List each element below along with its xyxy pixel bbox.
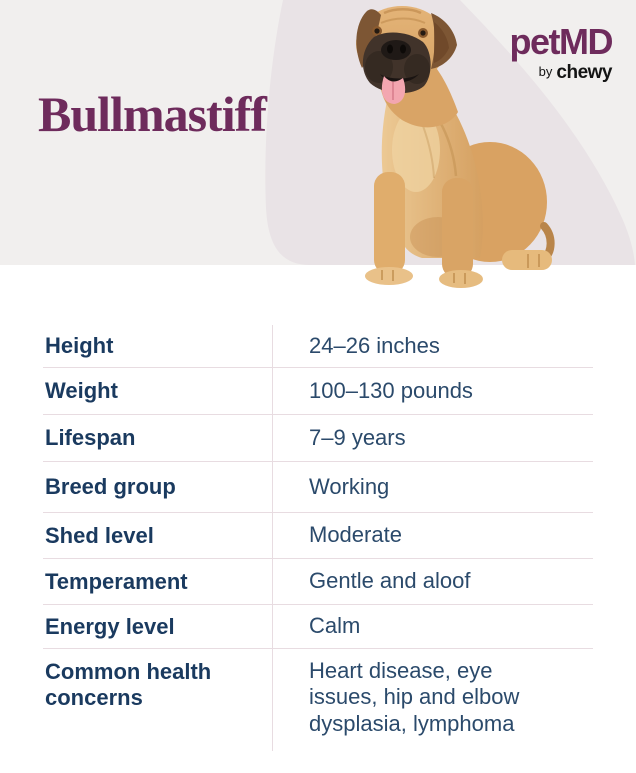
table-row-height [43, 325, 593, 368]
row-value: Moderate [272, 513, 593, 558]
row-label: Temperament [45, 568, 188, 594]
breed-attribute-table [43, 325, 593, 751]
row-value: Working [272, 462, 593, 512]
row-label: Shed level [45, 522, 154, 548]
row-value: 100–130 pounds [272, 368, 593, 414]
chewy-byline [510, 63, 613, 82]
petmd-wordmark: petMD [509, 21, 612, 62]
row-label: Common health concerns [45, 659, 212, 710]
chewy-wordmark: chewy [556, 62, 612, 83]
table-row-lifespan [43, 415, 593, 462]
petmd-logo [509, 21, 613, 83]
table-row-shed-level [43, 513, 593, 559]
row-label: Breed group [45, 474, 176, 500]
row-value-text: Heart disease, eye issues, hip and elbow dysplasia, lymphoma [309, 658, 520, 736]
row-value: 24–26 inches [272, 325, 593, 367]
page-title: Bullmastiff [38, 86, 266, 142]
table-row-energy-level [43, 605, 593, 649]
row-label: Weight [45, 378, 118, 404]
header-band [0, 0, 636, 265]
row-label: Lifespan [45, 425, 136, 451]
row-label: Energy level [45, 613, 175, 639]
table-row-health-concerns [43, 649, 593, 751]
row-value: Gentle and aloof [272, 559, 593, 604]
table-row-weight [43, 368, 593, 415]
table-row-breed-group [43, 462, 593, 513]
row-value [272, 649, 593, 751]
table-row-temperament [43, 559, 593, 605]
row-value: Calm [272, 605, 593, 648]
byline-prefix: by [538, 64, 553, 79]
row-label: Height [45, 333, 114, 359]
row-value: 7–9 years [272, 415, 593, 461]
